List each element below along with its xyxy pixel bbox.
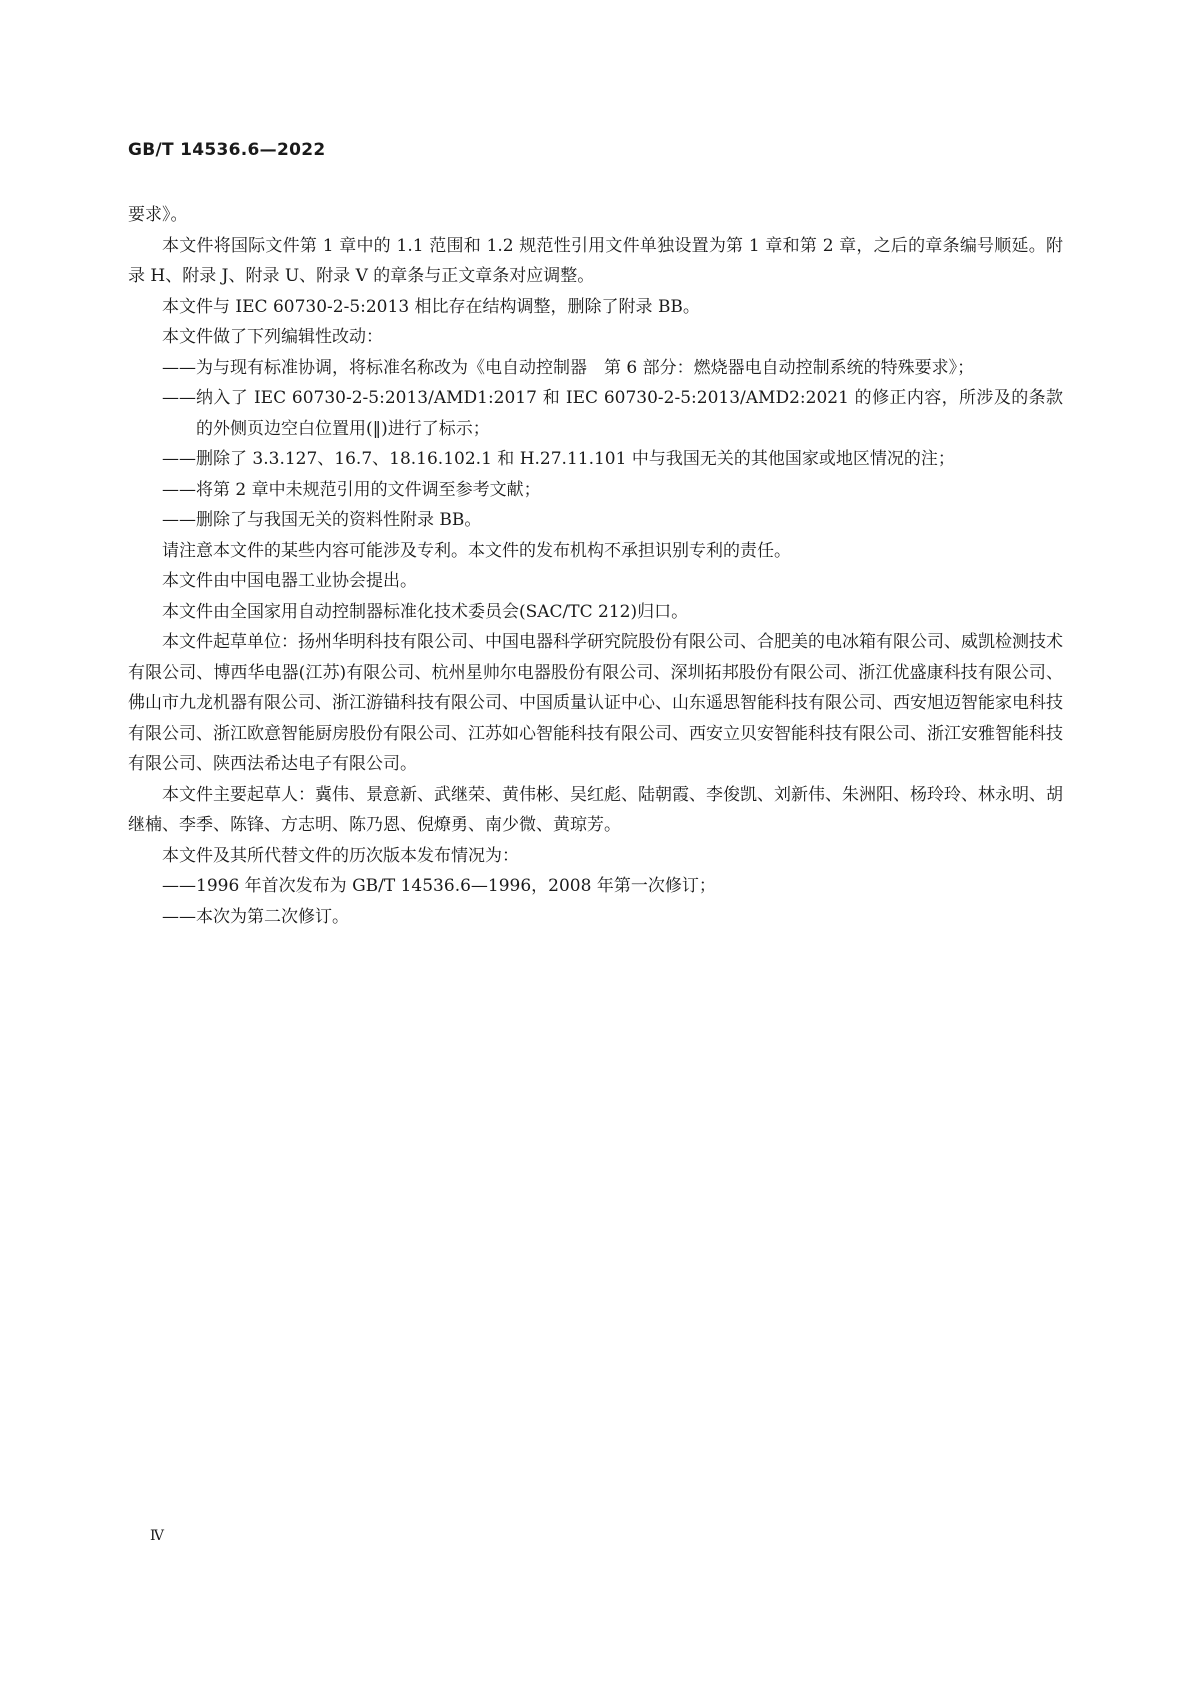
- list-item-text: 将第 2 章中未规范引用的文件调至参考文献；: [196, 479, 541, 500]
- list-item: [128, 353, 1063, 384]
- paragraph-chapter-restructure: 本文件将国际文件第 1 章中的 1.1 范围和 1.2 规范性引用文件单独设置为第 1 章和第 2 章，之后的章条编号顺延。附录 H、附录 J、附录 U、附录 V 的章条与正文章条对应调整。: [128, 235, 1063, 286]
- paragraph-proposed-by: 本文件由中国电器工业协会提出。: [162, 571, 417, 591]
- dash-marker: ——: [162, 449, 196, 469]
- paragraph-editorial-intro: 本文件做了下列编辑性改动：: [162, 327, 383, 347]
- list-item: [128, 475, 1063, 506]
- foreword-body: [128, 200, 1063, 932]
- paragraph-drafting-units: 本文件起草单位：扬州华明科技有限公司、中国电器科学研究院股份有限公司、合肥美的电冰箱有限公司、威凯检测技术有限公司、博西华电器(江苏)有限公司、杭州星帅尔电器股份有限公司、深圳拓邦股份有限公司、浙江优盛康科技有限公司、佛山市九龙机器有限公司、浙江游锚科技有限公司、中国质量认证中心、山东遥思智能科技有限公司、西安旭迈智能家电科技有限公司、浙江欧意智能厨房股份有限公司、江苏如心智能科技有限公司、西安立贝安智能科技有限公司、浙江安雅智能科技有限公司、陕西法希达电子有限公司。: [128, 632, 1063, 774]
- paragraph-centralized-by: 本文件由全国家用自动控制器标准化技术委员会(SAC/TC 212)归口。: [162, 601, 689, 622]
- paragraph-drafters: 本文件主要起草人：冀伟、景意新、武继荣、黄伟彬、吴红彪、陆朝霞、李俊凯、刘新伟、朱洲阳、杨玲玲、林永明、胡继楠、李季、陈锋、方志明、陈乃恩、倪燎勇、南少微、黄琼芳。: [128, 784, 1063, 835]
- list-item-text: 1996 年首次发布为 GB/T 14536.6—1996，2008 年第一次修订；: [196, 876, 716, 896]
- list-item: [128, 383, 1063, 444]
- list-item: [128, 871, 1063, 902]
- list-item-text: 删除了与我国无关的资料性附录 BB。: [196, 510, 482, 530]
- dash-marker: ——: [162, 876, 196, 896]
- list-item-text: 删除了 3.3.127、16.7、18.16.102.1 和 H.27.11.101 中与我国无关的其他国家或地区情况的注；: [196, 449, 955, 469]
- dash-marker: ——: [162, 357, 196, 378]
- continuation-text: 要求》。: [128, 205, 188, 225]
- document-code: GB/T 14536.6—2022: [128, 140, 326, 160]
- list-item-text: 为与现有标准协调，将标准名称改为《电自动控制器 第 6 部分：燃烧器电自动控制系统的特殊要求》；: [196, 357, 975, 378]
- paragraph-patent-notice: 请注意本文件的某些内容可能涉及专利。本文件的发布机构不承担识别专利的责任。: [162, 540, 791, 561]
- dash-marker: ——: [162, 510, 196, 530]
- list-item: [128, 505, 1063, 536]
- list-item: [128, 444, 1063, 475]
- dash-marker: ——: [162, 906, 196, 927]
- page-number: Ⅳ: [150, 1528, 164, 1544]
- dash-marker: ——: [162, 388, 196, 408]
- paragraph-structure-change: 本文件与 IEC 60730-2-5:2013 相比存在结构调整，删除了附录 BB。: [162, 296, 700, 317]
- list-item-text: 本次为第二次修订。: [196, 906, 349, 927]
- dash-marker: ——: [162, 479, 196, 500]
- list-item-text: 纳入了 IEC 60730-2-5:2013/AMD1:2017 和 IEC 60730-2-5:2013/AMD2:2021 的修正内容，所涉及的条款的外侧页边空白位置用(‖)进行了标示；: [196, 388, 1063, 439]
- paragraph-history-intro: 本文件及其所代替文件的历次版本发布情况为：: [162, 845, 519, 866]
- list-item: [128, 902, 1063, 933]
